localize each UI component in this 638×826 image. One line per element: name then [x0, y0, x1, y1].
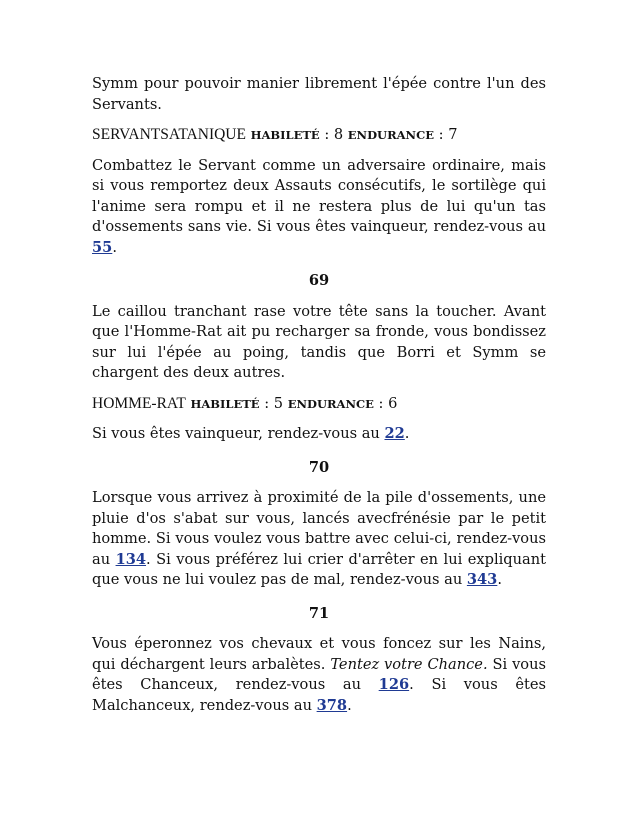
- stamina-label: ENDURANCE: [347, 128, 434, 142]
- stamina-value: : 6: [378, 394, 398, 412]
- section-number-70: 70: [308, 458, 330, 476]
- paragraph-text: Symm pour pouvoir manier librement l'épée contre l'un des Servants.: [92, 75, 546, 113]
- stat-line-homme-rat: [92, 394, 546, 415]
- paragraph-text: Lorsque vous arrivez à proximité de la pile d'ossements, une pluie d'os s'abat sur vous, lancés avecfrénésie par le petit homme. Si vous voulez vous battre avec celui-ci, rendez-vous au: [92, 489, 546, 568]
- stamina-value: : 7: [438, 126, 458, 143]
- section-link-343[interactable]: 343: [466, 571, 498, 588]
- paragraph-69-outcome: [92, 424, 546, 445]
- paragraph-text: Si vous êtes vainqueur, rendez-vous au: [92, 425, 385, 442]
- paragraph-text: Le caillou tranchant rase votre tête sans la toucher. Avant que l'Homme-Rat ait pu recharger sa fronde, vous bondissez sur lui l'épée au poing, tandis que Borri et Symm se chargent des deux autres.: [92, 302, 546, 381]
- paragraph-text: Combattez le Servant comme un adversaire ordinaire, mais si vous remportez deux Assauts consécutifs, le sortilège qui l'anime sera rompu et il ne restera plus de lui qu'un tas d'ossements sans vie. Si vous êtes vainqueur, rendez-vous au: [92, 156, 546, 235]
- paragraph-69-text: [92, 302, 546, 384]
- paragraph-71-text: [92, 634, 546, 716]
- paragraph-68-body: [92, 156, 546, 259]
- section-number-71: 71: [308, 604, 330, 622]
- creature-name: SERVANTSATANIQUE: [92, 126, 246, 143]
- paragraph-text: Si vous êtes Chanceux, rendez-vous au: [92, 655, 546, 693]
- stamina-label: ENDURANCE: [287, 396, 374, 411]
- section-link-55[interactable]: 55: [92, 238, 113, 256]
- paragraph-text: Vous éperonnez vos chevaux et vous foncez sur les Nains, qui déchargent leurs arbalètes.: [92, 635, 546, 673]
- skill-value: : 8: [324, 126, 344, 143]
- punctuation: .: [497, 571, 502, 588]
- luck-test-instruction: Tentez votre Chance.: [330, 655, 488, 673]
- paragraph-70-text: [92, 488, 546, 591]
- skill-label: HABILETÉ: [250, 128, 320, 142]
- section-link-134[interactable]: 134: [115, 550, 147, 568]
- stat-line-servant: [92, 125, 546, 146]
- section-link-378[interactable]: 378: [316, 696, 348, 714]
- punctuation: .: [347, 696, 352, 714]
- section-link-126[interactable]: 126: [378, 676, 410, 693]
- section-link-22[interactable]: 22: [384, 425, 405, 442]
- paragraph-68-tail: [92, 74, 546, 115]
- punctuation: .: [404, 425, 410, 442]
- skill-label: HABILETÉ: [190, 396, 260, 411]
- skill-value: : 5: [264, 394, 284, 412]
- punctuation: .: [112, 238, 117, 256]
- document-page: [92, 74, 546, 726]
- paragraph-text: . Si vous préférez lui crier d'arrêter en lui expliquant que vous ne lui voulez pas de mal, rendez-vous au: [92, 550, 546, 588]
- paragraph-text: . Si vous êtes Malchanceux, rendez-vous au: [92, 676, 546, 714]
- creature-name: HOMME-RAT: [92, 394, 186, 412]
- section-number-69: 69: [308, 272, 330, 289]
